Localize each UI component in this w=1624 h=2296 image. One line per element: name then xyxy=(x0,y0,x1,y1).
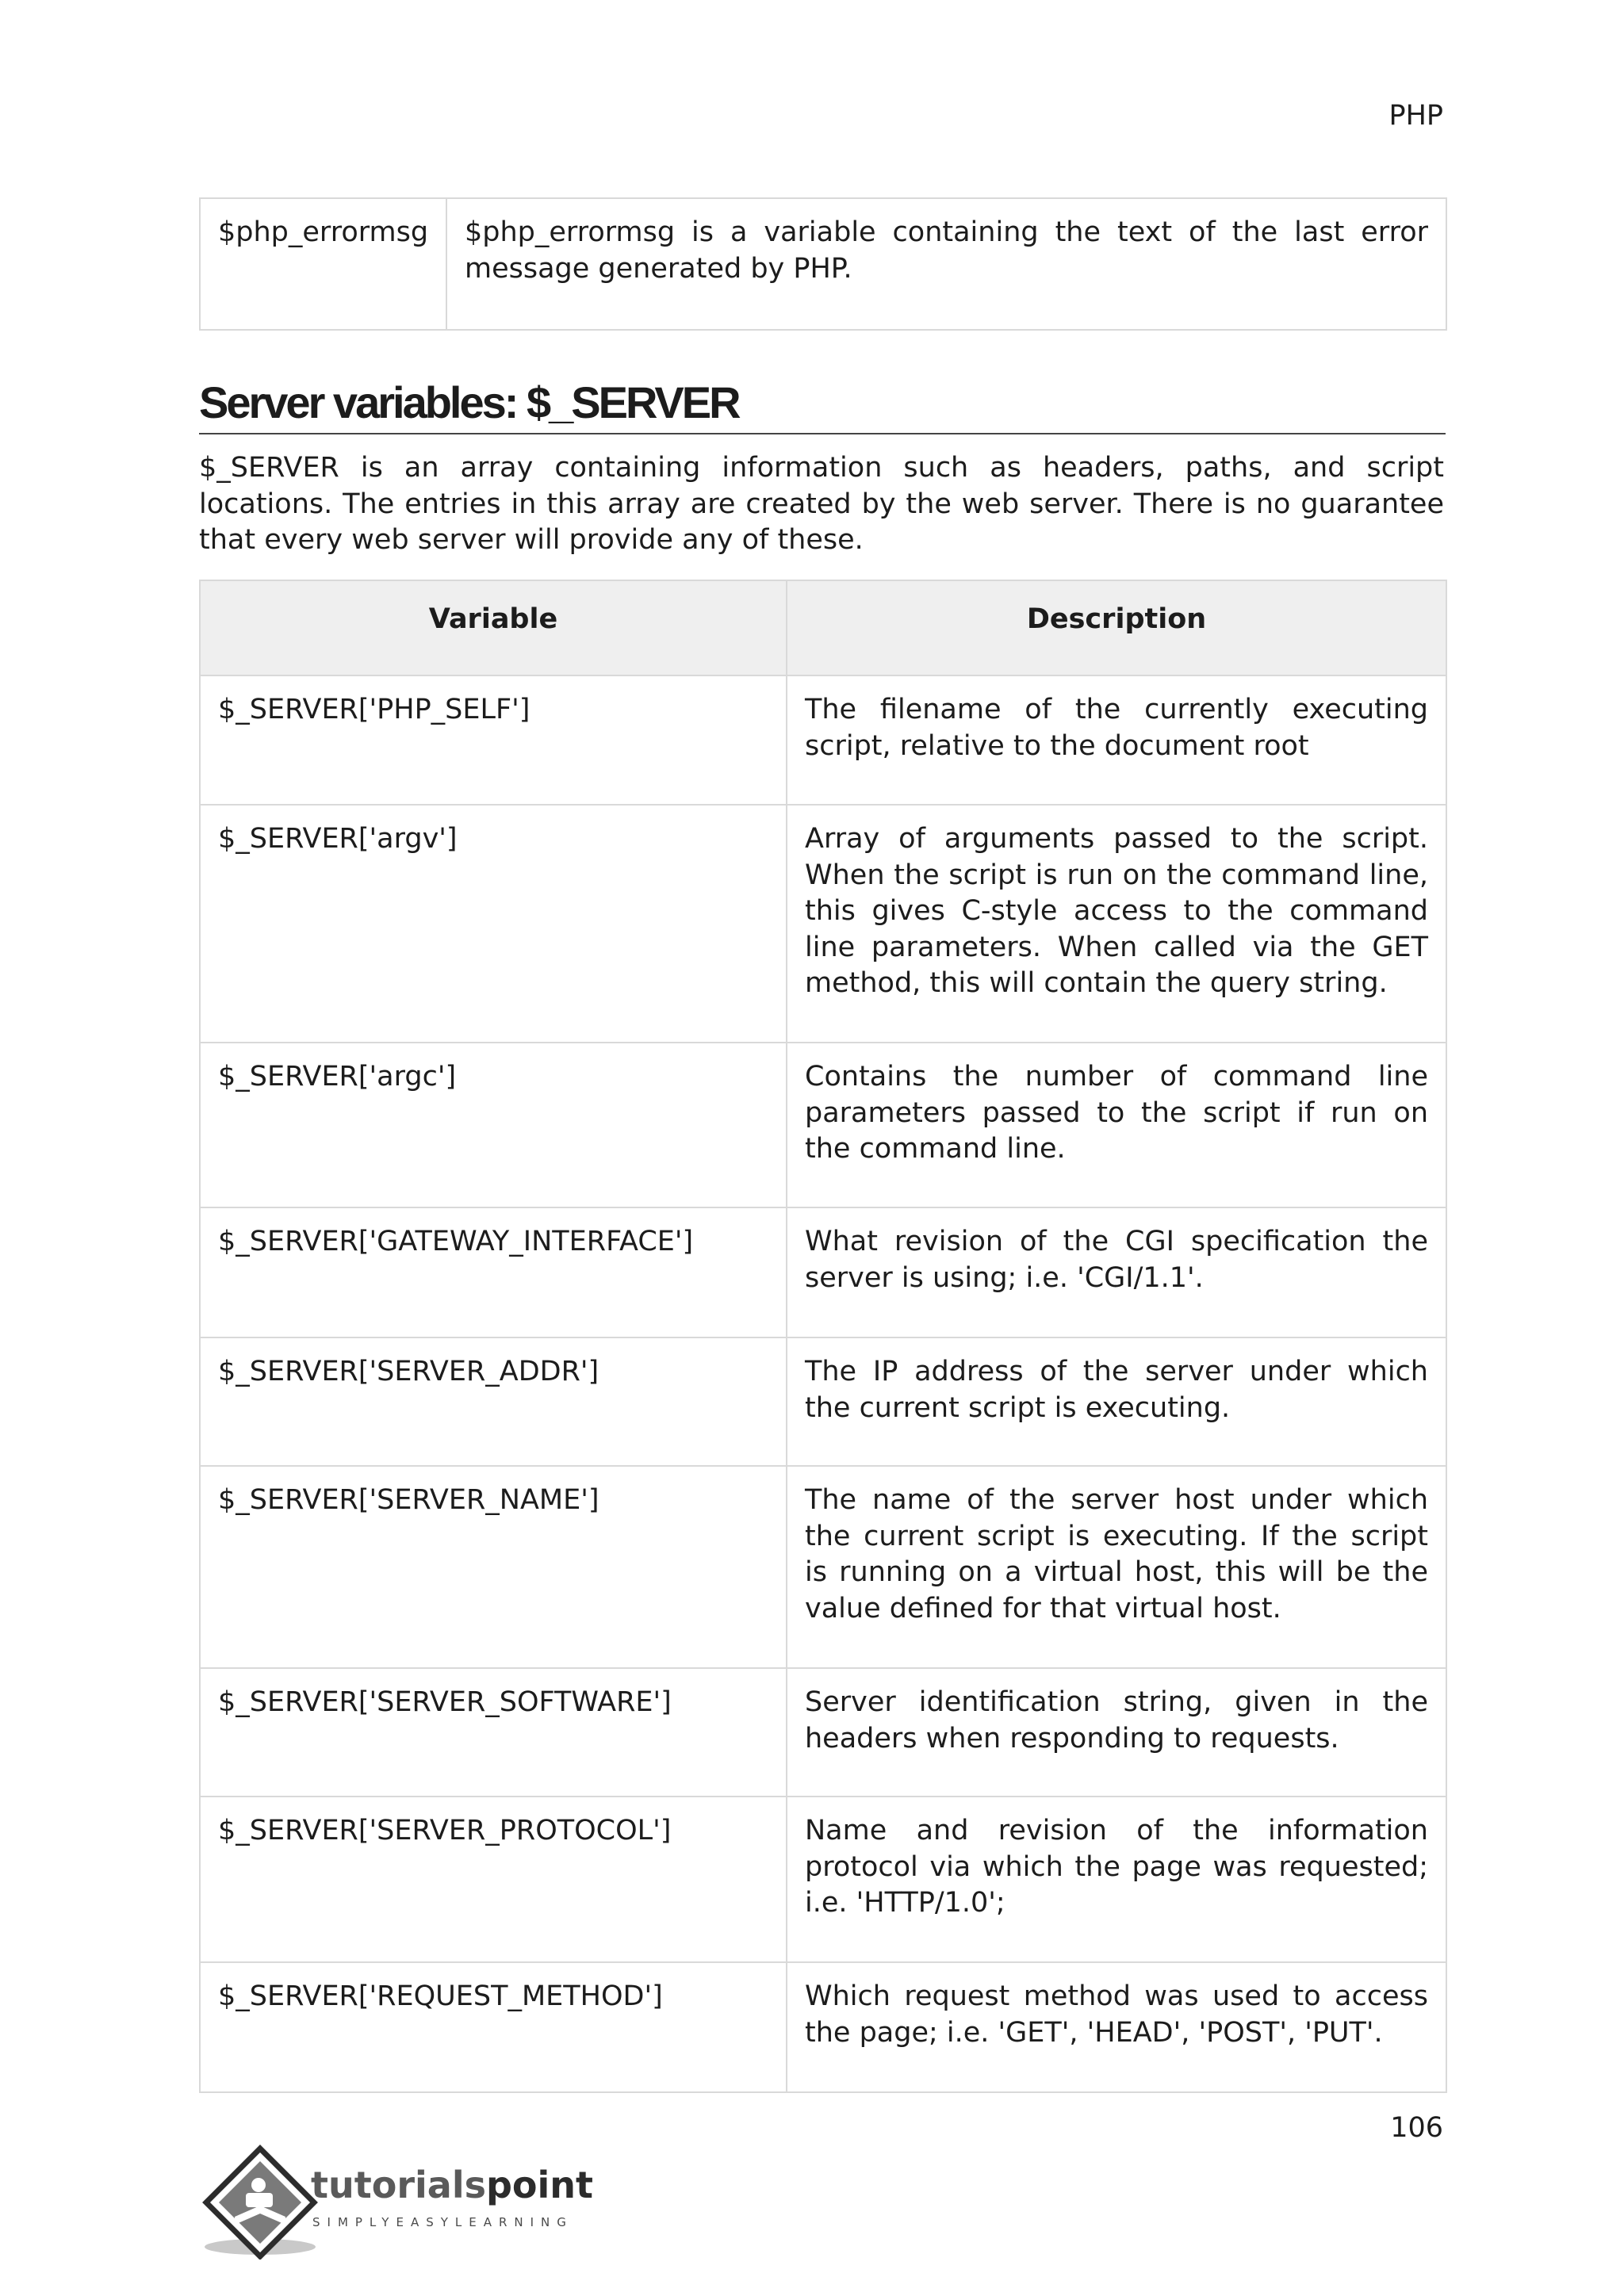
variable-cell: $php_errormsg xyxy=(200,198,446,330)
variable-cell: $_SERVER['GATEWAY_INTERFACE'] xyxy=(200,1207,787,1337)
description-cell: The filename of the currently executing script, relative to the document root xyxy=(787,675,1446,805)
description-cell: Array of arguments passed to the script. When the script is run on the command line, this gives C-style access to the command line parameters. When called via the GET method, this will contain the query string. xyxy=(787,805,1446,1043)
description-cell: The name of the server host under which the current script is executing. If the script is running on a virtual host, this will be the value defined for that virtual host. xyxy=(787,1466,1446,1668)
description-cell: $php_errormsg is a variable containing the text of the last error message generated by PHP. xyxy=(446,198,1446,330)
table-row xyxy=(200,198,1446,330)
tutorialspoint-logo xyxy=(197,2141,609,2260)
variable-cell: $_SERVER['argc'] xyxy=(200,1043,787,1207)
variable-cell: $_SERVER['SERVER_ADDR'] xyxy=(200,1337,787,1466)
table-row xyxy=(200,1797,1446,1962)
continued-variables-table xyxy=(199,197,1447,331)
variable-cell: $_SERVER['SERVER_PROTOCOL'] xyxy=(200,1797,787,1962)
table-row xyxy=(200,1466,1446,1668)
server-variables-table xyxy=(199,580,1447,2093)
variable-cell: $_SERVER['SERVER_NAME'] xyxy=(200,1466,787,1668)
description-cell: Name and revision of the information protocol via which the page was requested; i.e. 'HTTP/1.0'; xyxy=(787,1797,1446,1962)
variable-cell: $_SERVER['SERVER_SOFTWARE'] xyxy=(200,1668,787,1797)
description-cell: Server identification string, given in the headers when responding to requests. xyxy=(787,1668,1446,1797)
running-header: PHP xyxy=(1388,100,1443,132)
table-row xyxy=(200,1207,1446,1337)
column-header-description: Description xyxy=(787,580,1446,675)
description-cell: Contains the number of command line parameters passed to the script if run on the command line. xyxy=(787,1043,1446,1207)
table-row xyxy=(200,675,1446,805)
description-cell: The IP address of the server under which the current script is executing. xyxy=(787,1337,1446,1466)
variable-cell: $_SERVER['REQUEST_METHOD'] xyxy=(200,1962,787,2092)
variable-cell: $_SERVER['argv'] xyxy=(200,805,787,1043)
table-row xyxy=(200,1043,1446,1207)
column-header-variable: Variable xyxy=(200,580,787,675)
description-cell: What revision of the CGI specification the server is using; i.e. 'CGI/1.1'. xyxy=(787,1207,1446,1337)
svg-text:tutorialspoint: tutorialspoint xyxy=(311,2164,594,2206)
description-cell: Which request method was used to access the page; i.e. 'GET', 'HEAD', 'POST', 'PUT'. xyxy=(787,1962,1446,2092)
table-row xyxy=(200,805,1446,1043)
table-row xyxy=(200,1668,1446,1797)
variable-cell: $_SERVER['PHP_SELF'] xyxy=(200,675,787,805)
svg-text:SIMPLYEASYLEARNING: SIMPLYEASYLEARNING xyxy=(312,2215,573,2229)
page-number: 106 xyxy=(1390,2112,1443,2144)
table-row xyxy=(200,1337,1446,1466)
intro-paragraph: $_SERVER is an array containing information such as headers, paths, and script locations. The entries in this array are created by the web server. There is no guarantee that every web server will provide any of these. xyxy=(199,452,1444,556)
table-header-row xyxy=(200,580,1446,675)
table-row xyxy=(200,1962,1446,2092)
section-heading: Server variables: $_SERVER xyxy=(199,374,1446,434)
